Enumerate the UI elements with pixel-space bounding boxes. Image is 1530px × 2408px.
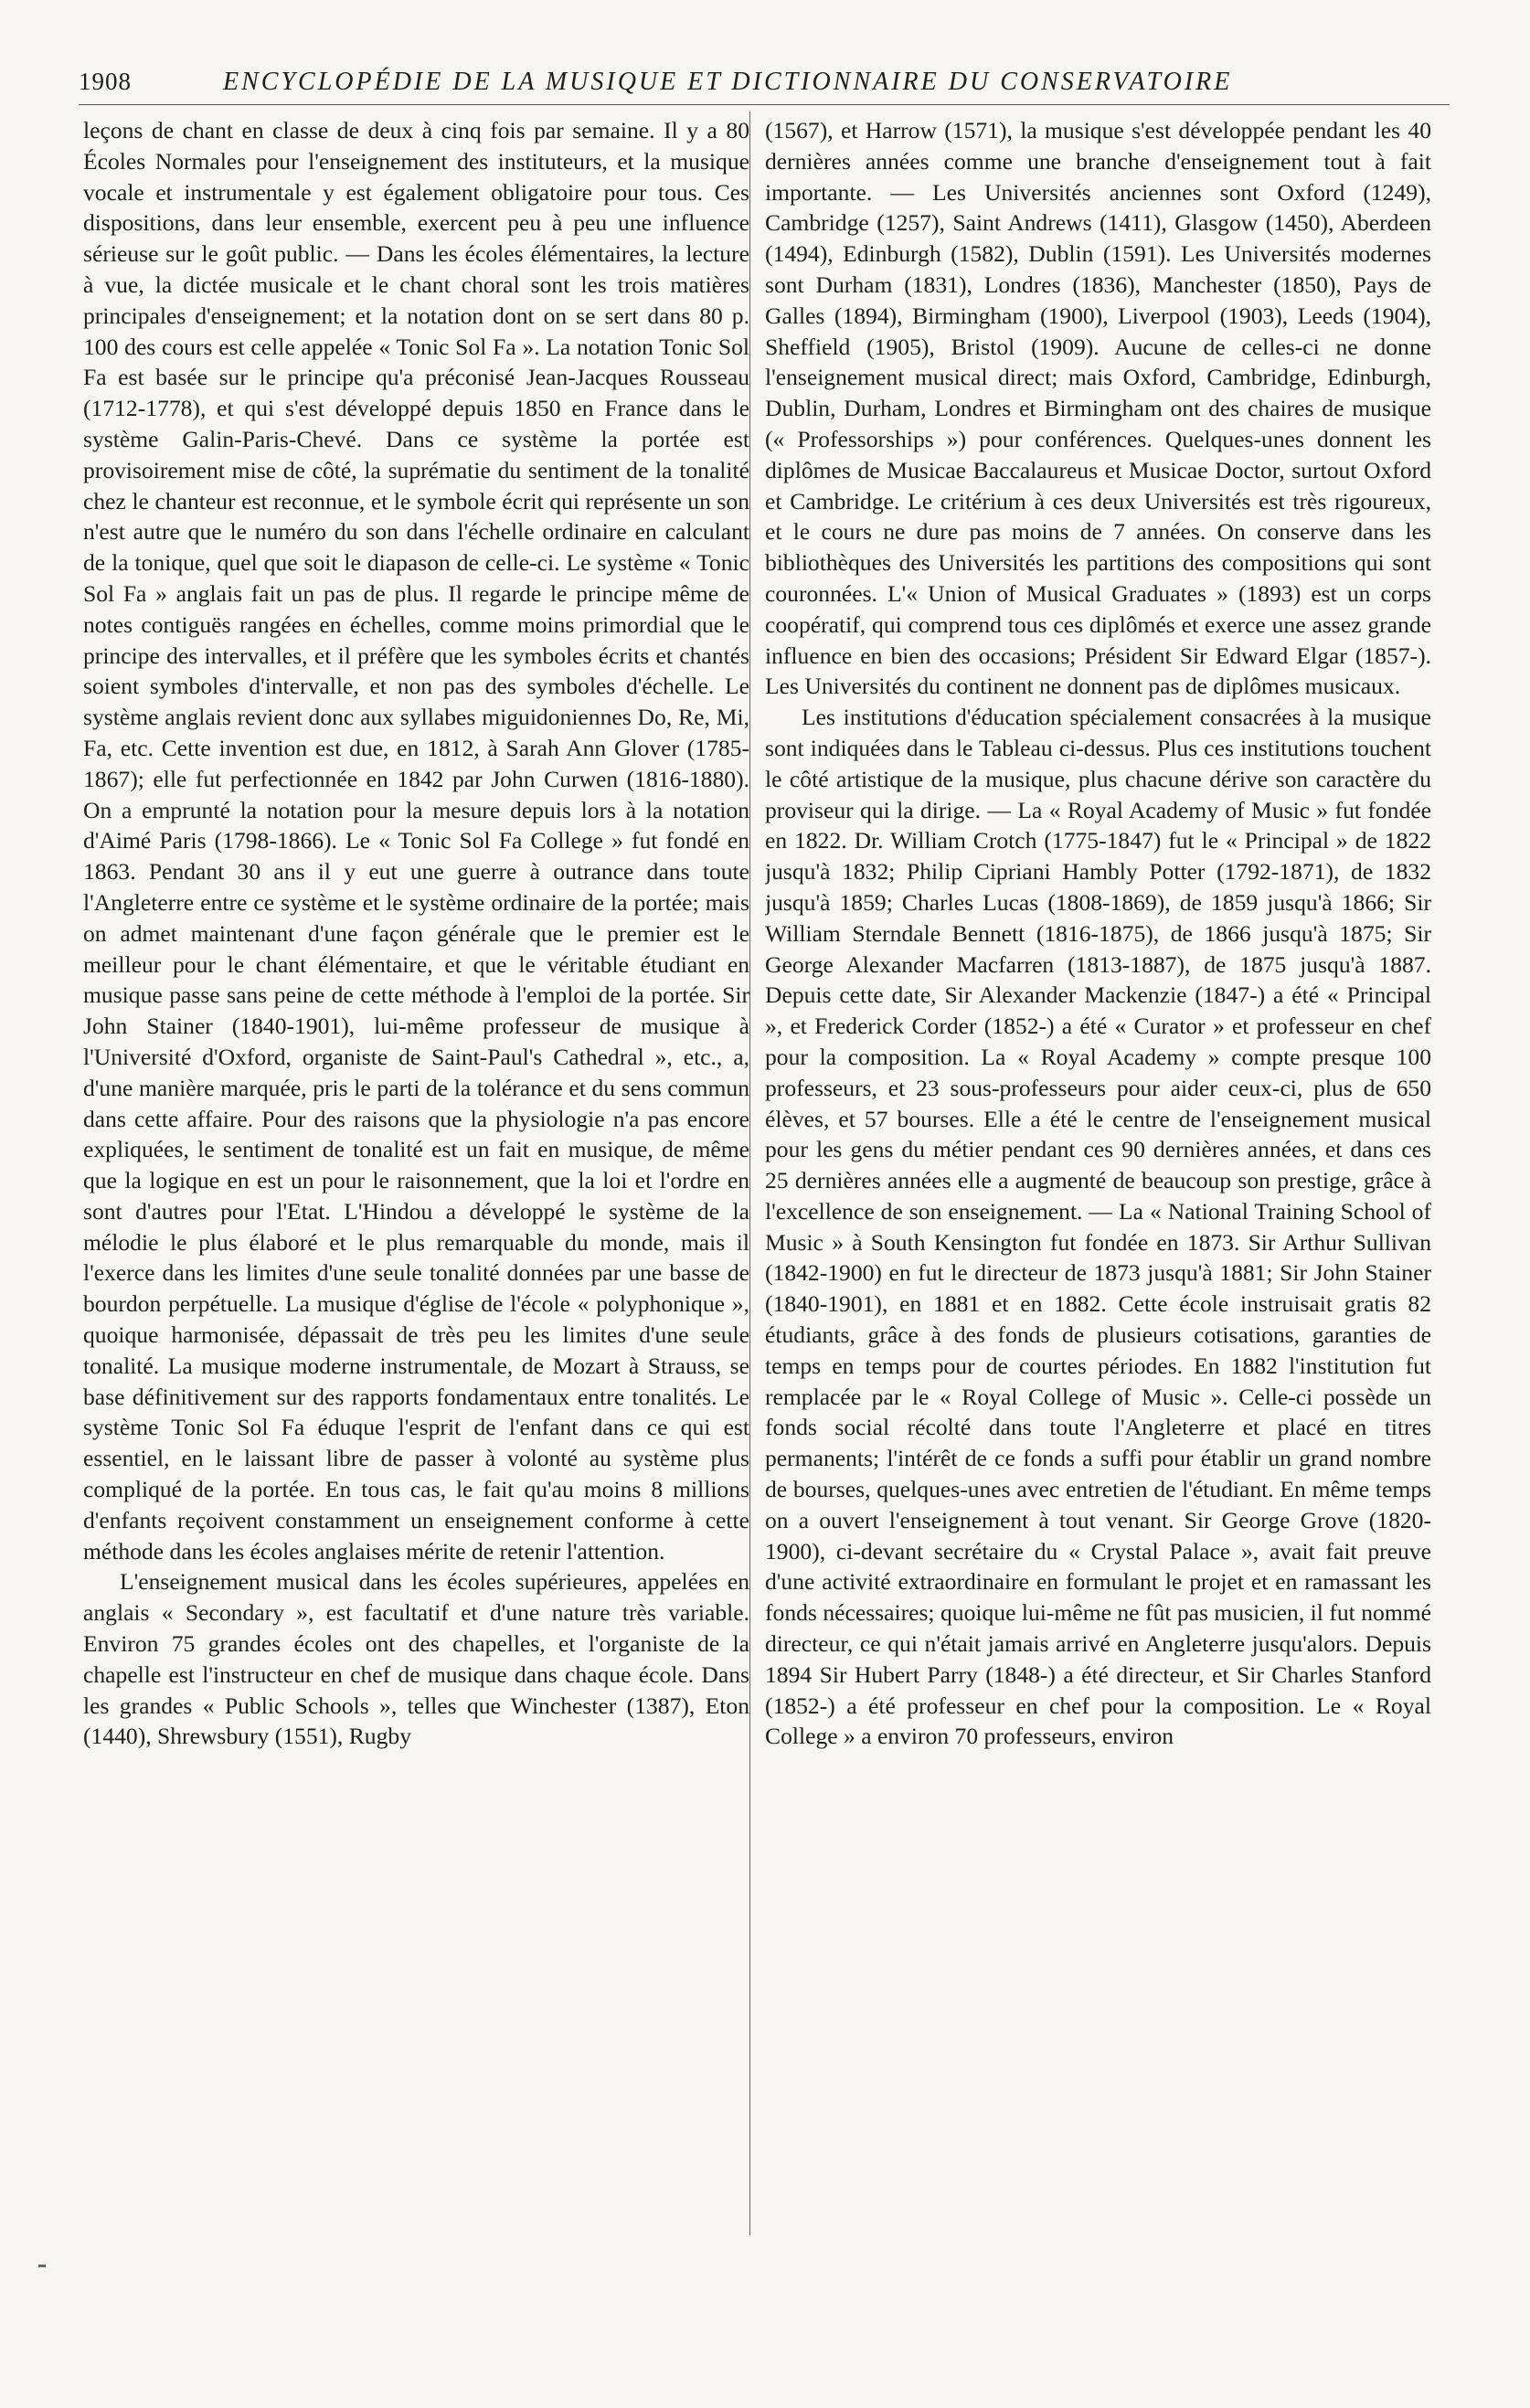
- margin-mark: [38, 2265, 46, 2267]
- column-divider: [749, 111, 750, 2235]
- right-paragraph-1: (1567), et Harrow (1571), la musique s'est développée pendant les 40 dernières années comme une branche d'enseignement tout à fait importante. — Les Universités anciennes sont Oxford (1249), Cambridge (1257), Saint Andrews (1411), Glasgow (1450), Aberdeen (1494), Edinburgh (1582), Dublin (1591). Les Universités modernes sont Durham (1831), Londres (1836), Manchester (1850), Pays de Galles (1894), Birmingham (1900), Liverpool (1903), Leeds (1904), Sheffield (1905), Bristol (1909). Aucune de celles-ci ne donne l'enseignement musical direct; mais Oxford, Cambridge, Edinburgh, Dublin, Durham, Londres et Birmingham ont des chaires de musique (« Professorships ») pour conférences. Quelques-unes donnent les diplômes de Musicae Baccalaureus et Musicae Doctor, surtout Oxford et Cambridge. Le critérium à ces deux Universités est très rigoureux, et le cours ne dure pas moins de 7 années. On conserve dans les bibliothèques des Universités les partitions des compositions qui sont couronnées. L'« Union of Musical Graduates » (1893) est un corps coopératif, qui comprend tous ces diplômés et exerce une assez grande influence en bien des occasions; Président Sir Edward Elgar (1857-). Les Universités du continent ne donnent pas de diplômes musicaux.: [765, 117, 1431, 700]
- right-column: [765, 115, 1431, 2290]
- page-number: 1908: [79, 68, 132, 95]
- left-paragraph-1: leçons de chant en classe de deux à cinq fois par semaine. Il y a 80 Écoles Normales pour l'enseignement des instituteurs, et la musique vocale et instrumentale y est également obligatoire pour tous. Ces dispositions, dans leur ensemble, exercent peu à peu une influence sérieuse sur le goût public. — Dans les écoles élémentaires, la lecture à vue, la dictée musicale et le chant choral sont les trois matières principales d'enseignement; et la notation dont on se sert dans 80 p. 100 des cours est celle appelée « Tonic Sol Fa ». La notation Tonic Sol Fa est basée sur le principe qu'a préconisé Jean-Jacques Rousseau (1712-1778), et qui s'est développé depuis 1850 en France dans le système Galin-Paris-Chevé. Dans ce système la portée est provisoirement mise de côté, la suprématie du sentiment de la tonalité chez le chanteur est reconnue, et le symbole écrit qui représente un son n'est autre que le numéro du son dans l'échelle ordinaire en calculant de la tonique, quel que soit le diapason de celle-ci. Le système « Tonic Sol Fa » anglais fait un pas de plus. Il regarde le principe même de notes contiguës rangées en échelles, comme moins primordial que le principe des intervalles, et il préfère que les symboles écrits et chantés soient symboles d'intervalle, et non pas des symboles d'échelle. Le système anglais revient donc aux syllabes miguidoniennes Do, Re, Mi, Fa, etc. Cette invention est due, en 1812, à Sarah Ann Glover (1785-1867); elle fut perfectionnée en 1842 par John Curwen (1816-1880). On a emprunté la notation pour la mesure depuis lors à la notation d'Aimé Paris (1798-1866). Le « Tonic Sol Fa College » fut fondé en 1863. Pendant 30 ans il y eut une guerre à outrance dans toute l'Angleterre entre ce système et le système ordinaire de la portée; mais on admet maintenant d'une façon générale que le premier est le meilleur pour le chant élémentaire, et que le véritable étudiant en musique passe sans peine de cette méthode à l'emploi de la portée. Sir John Stainer (1840-1901), lui-même professeur de musique à l'Université d'Oxford, organiste de Saint-Paul's Cathedral », etc., a, d'une manière marquée, pris le parti de la tolérance et du sens commun dans cette affaire. Pour des raisons que la physiologie n'a pas encore expliquées, le sentiment de tonalité est un fait en musique, de même que la logique en est un pour le raisonnement, que la loi et l'ordre en sont d'autres pour l'Etat. L'Hindou a développé le système de la mélodie le plus élaboré et le plus remarquable du monde, mais il l'exerce dans les limites d'une seule tonalité données par une basse de bourdon perpétuelle. La musique d'église de l'école « polyphonique », quoique harmonisée, dépassait de très peu les limites d'une seule tonalité. La musique moderne instrumentale, de Mozart à Strauss, se base définitivement sur des rapports fondamentaux entre tonalités. Le système Tonic Sol Fa éduque l'esprit de l'enfant dans ce qui est essentiel, en le laissant libre de passer à volonté au système plus compliqué de la portée. En tous cas, le fait qu'au moins 8 millions d'enfants reçoivent constamment un enseignement conforme à cette méthode dans les écoles anglaises mérite de retenir l'attention.: [83, 117, 749, 1565]
- running-title: ENCYCLOPÉDIE DE LA MUSIQUE ET DICTIONNAIRE DU CONSERVATOIRE: [223, 68, 1233, 96]
- right-paragraph-2: Les institutions d'éducation spécialement consacrées à la musique sont indiquées dans le Tableau ci-dessus. Plus ces institutions touchent le côté artistique de la musique, plus chacune dérive son caractère du proviseur qui la dirige. — La « Royal Academy of Music » fut fondée en 1822. Dr. William Crotch (1775-1847) fut le « Principal » de 1822 jusqu'à 1832; Philip Cipriani Hambly Potter (1792-1871), de 1832 jusqu'à 1859; Charles Lucas (1808-1869), de 1859 jusqu'à 1866; Sir William Sterndale Bennett (1816-1875), de 1866 jusqu'à 1875; Sir George Alexander Macfarren (1813-1887), de 1875 jusqu'à 1887. Depuis cette date, Sir Alexander Mackenzie (1847-) a été « Principal », et Frederick Corder (1852-) a été « Curator » et professeur en chef pour la composition. La « Royal Academy » compte presque 100 professeurs, et 23 sous-professeurs pour aider ceux-ci, plus de 650 élèves, et 57 bourses. Elle a été le centre de l'enseignement musical pour les gens du métier pendant ces 90 dernières années, et dans ces 25 dernières années elle a augmenté de beaucoup son prestige, grâce à l'excellence de son enseignement. — La « National Training School of Music » à South Kensington fut fondée en 1873. Sir Arthur Sullivan (1842-1900) en fut le directeur de 1873 jusqu'à 1881; Sir John Stainer (1840-1901), en 1881 et en 1882. Cette école instruisait gratis 82 étudiants, grâce à des fonds de plusieurs cotisations, garanties de temps en temps pour de courtes périodes. En 1882 l'institution fut remplacée par le « Royal College of Music ». Celle-ci possède un fonds social récolté dans toute l'Angleterre et placé en titres permanents; l'intérêt de ce fonds a suffi pour établir un grand nombre de bourses, quelques-unes avec entretien de l'étudiant. En même temps on a ouvert l'enseignement à tout venant. Sir George Grove (1820-1900), ci-devant secrétaire du « Crystal Palace », avait fait preuve d'une activité extraordinaire en formulant le projet et en ramassant les fonds nécessaires; quoique lui-même ne fût pas musicien, il fut nommé directeur, ce qui n'était jamais arrivé en Angleterre jusqu'alors. Depuis 1894 Sir Hubert Parry (1848-) a été directeur, et Sir Charles Stanford (1852-) a été professeur en chef pour la composition. Le « Royal College » a environ 70 professeurs, environ: [765, 704, 1431, 1750]
- left-paragraph-2: L'enseignement musical dans les écoles supérieures, appelées en anglais « Secondary », est facultatif et d'une nature très variable. Environ 75 grandes écoles ont des chapelles, et l'organiste de la chapelle est l'instructeur en chef de musique dans chaque école. Dans les grandes « Public Schools », telles que Winchester (1387), Eton (1440), Shrewsbury (1551), Rugby: [83, 1568, 749, 1750]
- page-header: [79, 68, 1450, 104]
- left-column: [83, 115, 749, 2290]
- header-rule: [79, 104, 1450, 105]
